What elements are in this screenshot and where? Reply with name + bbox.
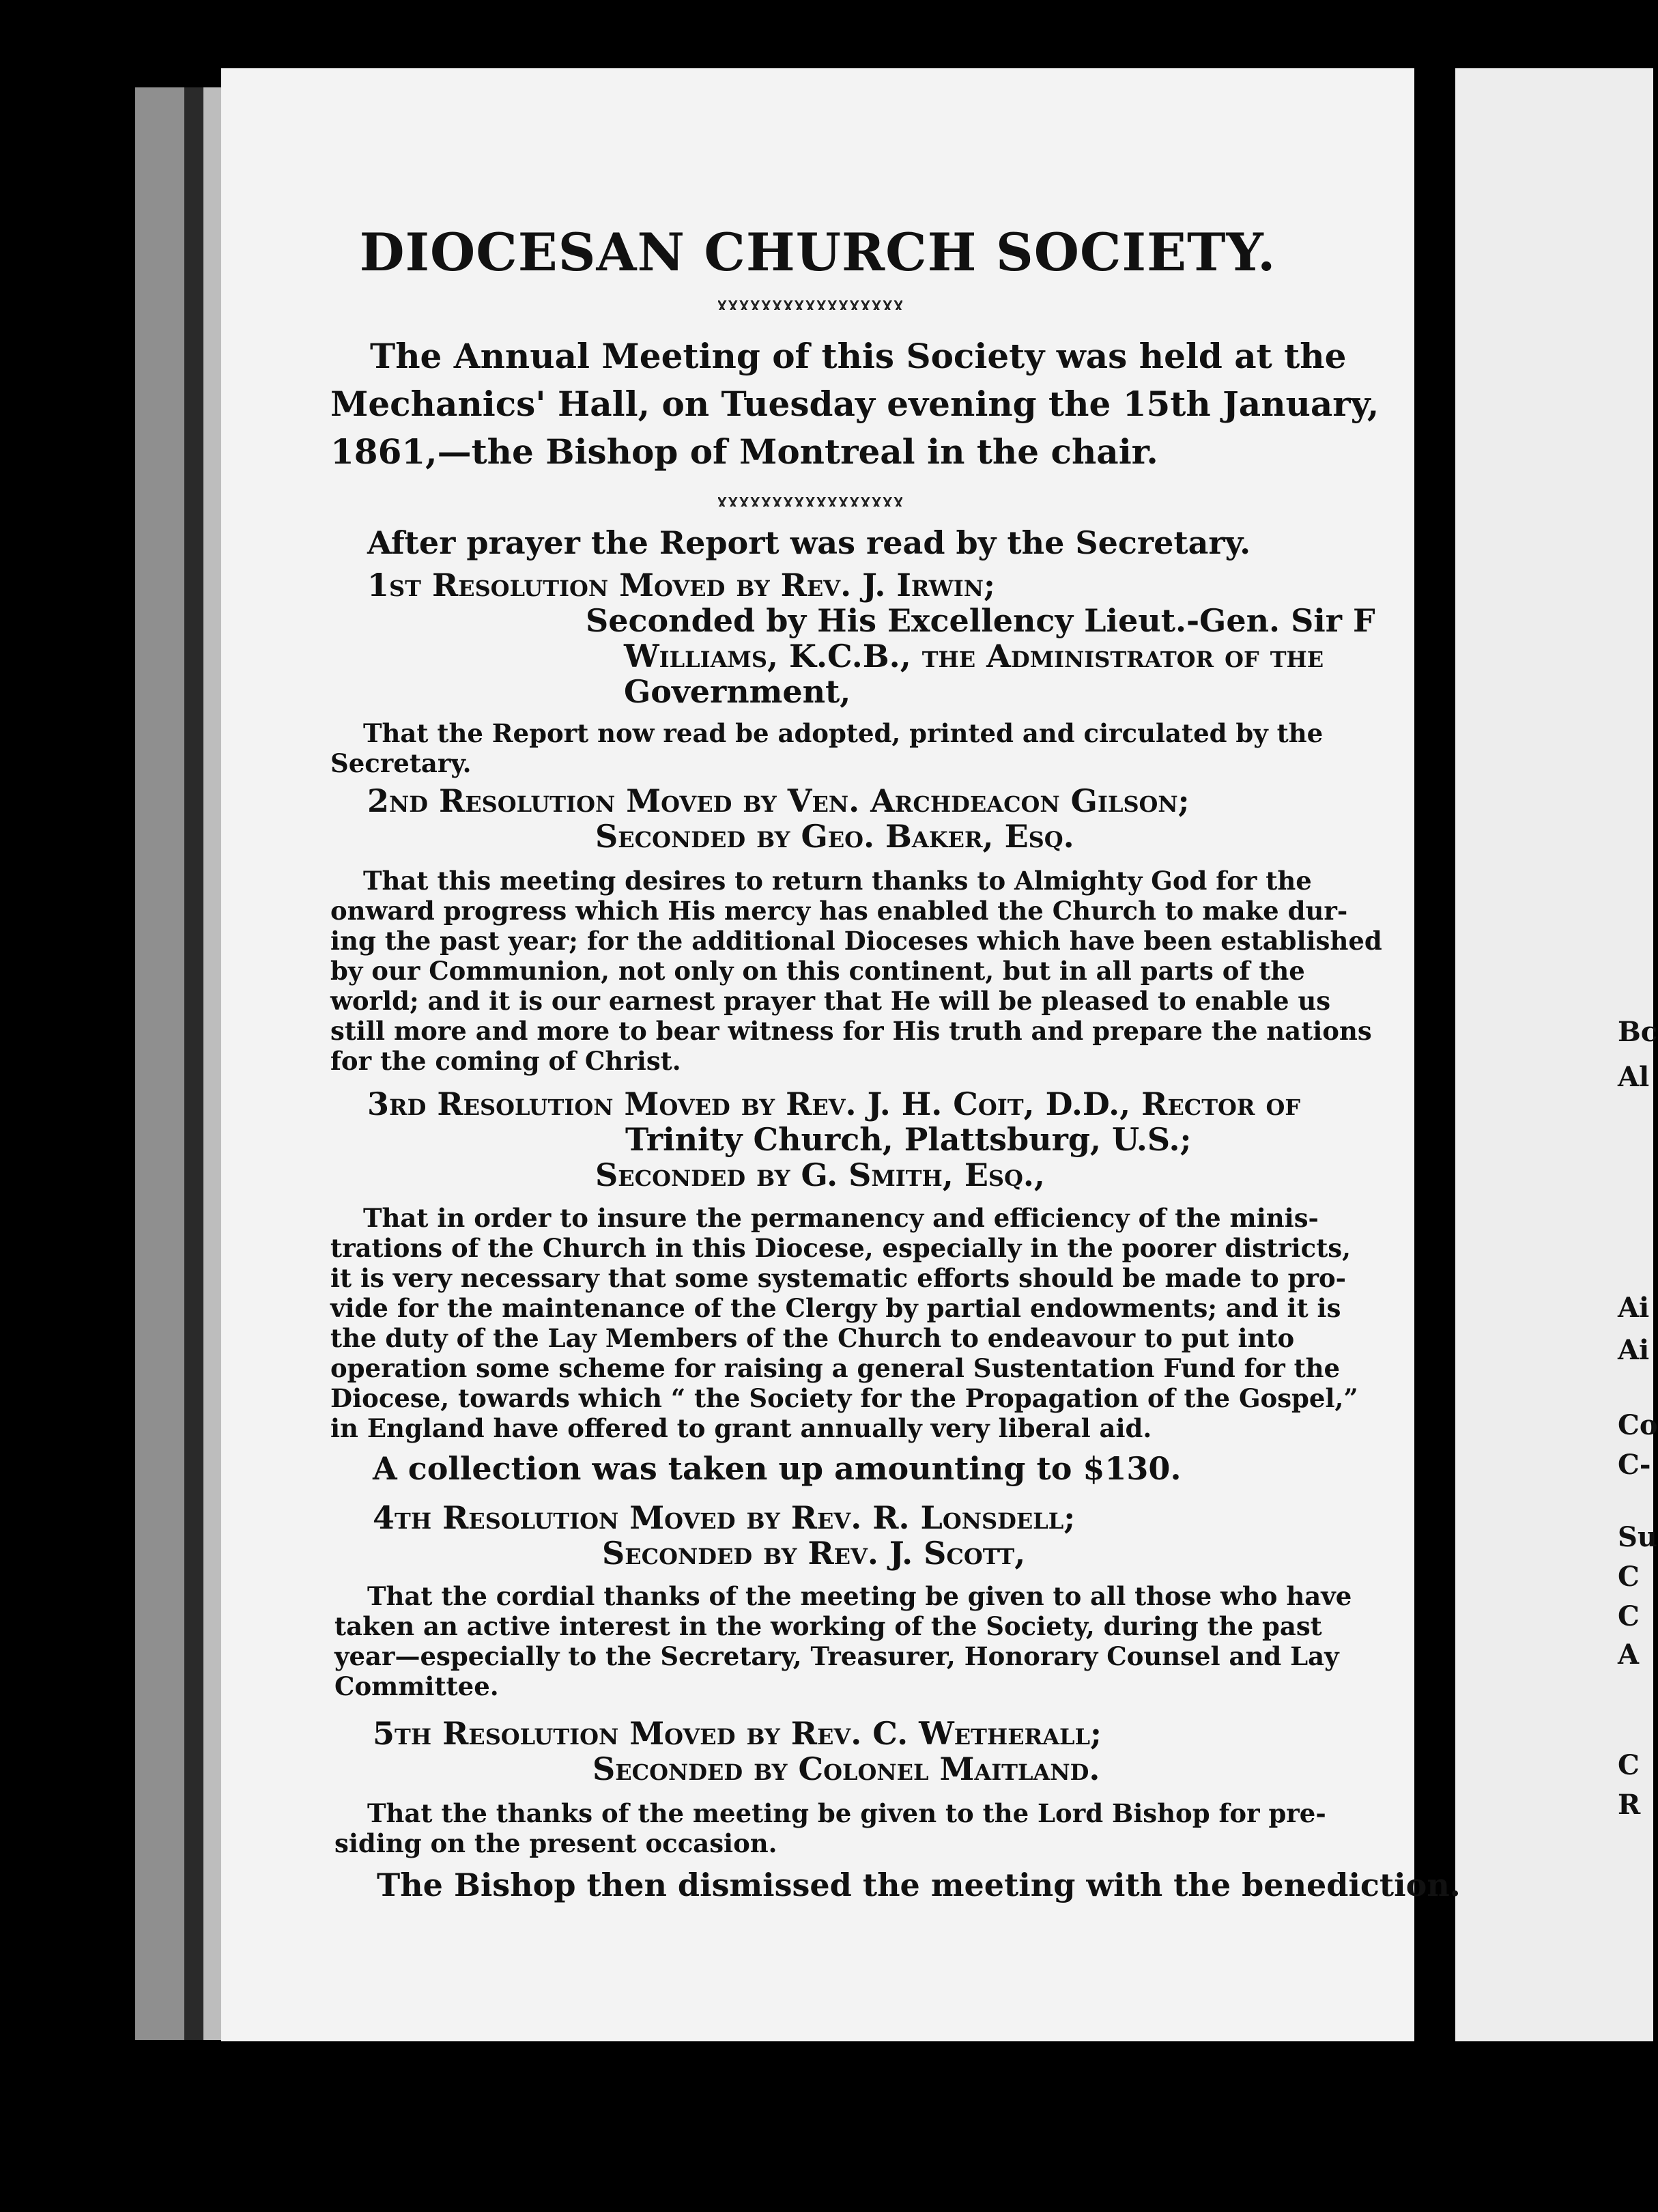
intro-line: The Annual Meeting of this Society was held at the xyxy=(370,336,1347,376)
resolution-2-text: by our Communion, not only on this continent, but in all parts of the xyxy=(330,956,1305,986)
intro-line: Mechanics' Hall, on Tuesday evening the 15th January, xyxy=(330,384,1380,424)
adjacent-fragment: Bc xyxy=(1618,1016,1658,1048)
resolution-3-text: Diocese, towards which “ the Society for the Propagation of the Gospel,” xyxy=(330,1383,1358,1413)
document-title: DIOCESAN CHURCH SOCIETY. xyxy=(359,222,1276,283)
adjacent-fragment: Co xyxy=(1618,1409,1658,1441)
intro-line: 1861,—the Bishop of Montreal in the chair. xyxy=(330,431,1158,472)
resolution-2-text: That this meeting desires to return thanks to Almighty God for the xyxy=(363,866,1312,896)
document-page xyxy=(221,68,1461,2041)
binding-gutter xyxy=(135,87,184,2040)
resolution-2-text: onward progress which His mercy has enabled the Church to make dur- xyxy=(330,896,1348,926)
adjacent-fragment: C- xyxy=(1618,1449,1651,1481)
resolution-3-text: That in order to insure the permanency and efficiency of the minis- xyxy=(363,1203,1319,1233)
resolution-1-seconded: Government, xyxy=(624,673,851,710)
resolution-2-text: ing the past year; for the additional Dioceses which have been established xyxy=(330,926,1382,956)
resolution-4-text: year—especially to the Secretary, Treasurer, Honorary Counsel and Lay xyxy=(334,1641,1339,1671)
resolution-3-moved: 3rd Resolution Moved by Rev. J. H. Coit, D.D., Rector of xyxy=(367,1086,1301,1122)
resolution-3-text: in England have offered to grant annually very liberal aid. xyxy=(330,1413,1152,1443)
adjacent-fragment: Ai xyxy=(1618,1292,1650,1324)
resolution-5-seconded: Seconded by Colonel Maitland. xyxy=(592,1750,1100,1787)
prayer-statement: After prayer the Report was read by the Secretary. xyxy=(367,524,1251,561)
resolution-2-moved: 2nd Resolution Moved by Ven. Archdeacon Gilson; xyxy=(367,782,1190,819)
adjacent-fragment: Ai xyxy=(1618,1334,1650,1366)
resolution-4-text: That the cordial thanks of the meeting be given to all those who have xyxy=(367,1581,1352,1611)
ornamental-rule xyxy=(718,300,902,310)
resolution-5-text: That the thanks of the meeting be given to the Lord Bishop for pre- xyxy=(367,1798,1326,1828)
adjacent-fragment: R xyxy=(1618,1789,1641,1821)
resolution-2-text: still more and more to bear witness for His truth and prepare the nations xyxy=(330,1016,1372,1046)
collection-note: A collection was taken up amounting to $130. xyxy=(373,1450,1182,1487)
resolution-1-seconded: Williams, K.C.B., the Administrator of the xyxy=(624,638,1324,675)
adjacent-fragment: A xyxy=(1618,1639,1640,1671)
resolution-2-text: for the coming of Christ. xyxy=(330,1046,681,1076)
adjacent-fragment: Su xyxy=(1618,1521,1657,1553)
page-edge xyxy=(203,87,221,2040)
resolution-3-text: trations of the Church in this Diocese, especially in the poorer districts, xyxy=(330,1233,1352,1263)
resolution-4-text: taken an active interest in the working of the Society, during the past xyxy=(334,1611,1322,1641)
resolution-3-text: the duty of the Lay Members of the Church to endeavour to put into xyxy=(330,1323,1295,1353)
resolution-3-text: operation some scheme for raising a general Sustentation Fund for the xyxy=(330,1353,1341,1383)
resolution-2-text: world; and it is our earnest prayer that He will be pleased to enable us xyxy=(330,986,1331,1016)
binding-shadow xyxy=(184,87,203,2040)
resolution-3-text: vide for the maintenance of the Clergy by partial endowments; and it is xyxy=(330,1293,1341,1323)
resolution-4-seconded: Seconded by Rev. J. Scott, xyxy=(602,1535,1026,1572)
resolution-1-moved: 1st Resolution Moved by Rev. J. Irwin; xyxy=(367,567,995,604)
resolution-2-seconded: Seconded by Geo. Baker, Esq. xyxy=(595,818,1074,855)
resolution-1-seconded: Seconded by His Excellency Lieut.-Gen. Sir F xyxy=(586,602,1375,639)
resolution-3-seconded: Seconded by G. Smith, Esq., xyxy=(595,1157,1045,1193)
adjacent-fragment: C xyxy=(1618,1749,1640,1781)
resolution-3-text: it is very necessary that some systematic efforts should be made to pro- xyxy=(330,1263,1346,1293)
resolution-4-moved: 4th Resolution Moved by Rev. R. Lonsdell; xyxy=(373,1499,1076,1536)
adjacent-page xyxy=(1455,68,1653,2041)
ornamental-rule xyxy=(718,497,902,507)
resolution-5-text: siding on the present occasion. xyxy=(334,1828,777,1858)
adjacent-fragment: C xyxy=(1618,1600,1640,1632)
closing-statement: The Bishop then dismissed the meeting with the benediction. xyxy=(377,1867,1461,1903)
adjacent-fragment: Al xyxy=(1618,1061,1650,1093)
resolution-1-text: Secretary. xyxy=(330,748,472,778)
resolution-4-text: Committee. xyxy=(334,1671,499,1701)
resolution-5-moved: 5th Resolution Moved by Rev. C. Wetherall; xyxy=(373,1715,1102,1752)
adjacent-fragment: C xyxy=(1618,1561,1640,1593)
resolution-1-text: That the Report now read be adopted, printed and circulated by the xyxy=(363,718,1324,748)
resolution-3-moved: Trinity Church, Plattsburg, U.S.; xyxy=(625,1121,1192,1158)
